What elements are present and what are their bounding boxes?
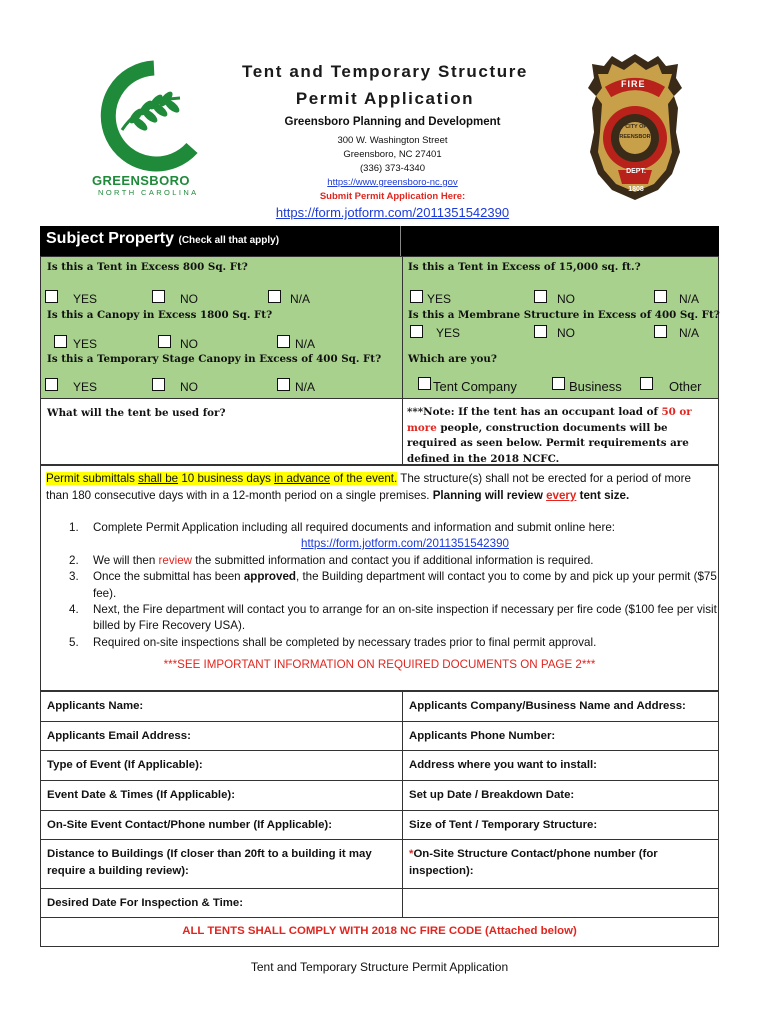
business-label: Business bbox=[569, 379, 622, 394]
canopy-yes-checkbox[interactable] bbox=[54, 335, 67, 348]
membrane-no-checkbox[interactable] bbox=[534, 325, 547, 338]
stage-no-checkbox[interactable] bbox=[152, 378, 165, 391]
page-footer: Tent and Temporary Structure Permit Application bbox=[250, 960, 509, 974]
greensboro-leaf-emblem bbox=[92, 60, 202, 185]
canopy-na-checkbox[interactable] bbox=[277, 335, 290, 348]
setup-dates-field[interactable]: Set up Date / Breakdown Date: bbox=[409, 789, 575, 801]
address-street: 300 W. Washington Street bbox=[337, 135, 448, 146]
logo-state: NORTH CAROLINA bbox=[98, 188, 199, 197]
subject-property-header bbox=[40, 226, 719, 256]
table-row bbox=[41, 917, 718, 946]
step-1: 1. Complete Permit Application including all required documents and information and submit online here: https://form.jotform.com/2011351542390 bbox=[69, 521, 616, 551]
membrane-yes-checkbox[interactable] bbox=[410, 325, 423, 338]
table-row bbox=[41, 839, 718, 888]
stage-yes-checkbox[interactable] bbox=[45, 378, 58, 391]
phone-field[interactable]: Applicants Phone Number: bbox=[409, 730, 556, 742]
membrane-no-label: NO bbox=[557, 326, 575, 340]
address-city: Greensboro, NC 27401 bbox=[343, 149, 442, 160]
tent15000-na-label: N/A bbox=[679, 292, 700, 306]
tent800-na-checkbox[interactable] bbox=[268, 290, 281, 303]
question-canopy: Is this a Canopy in Excess 1800 Sq. Ft? bbox=[47, 309, 273, 321]
form-link[interactable]: https://form.jotform.com/2011351542390 bbox=[275, 205, 510, 220]
tent800-yes-checkbox[interactable] bbox=[45, 290, 58, 303]
step-4: 4. Next, the Fire department will contact you to arrange for an on-site inspection if necessary per fire code ($100 fee per visit billed by Fire Recovery USA). bbox=[69, 603, 717, 633]
question-used-for: What will the tent be used for? bbox=[47, 407, 226, 419]
question-which: Which are you? bbox=[408, 353, 497, 365]
canopy-no-checkbox[interactable] bbox=[158, 335, 171, 348]
fire-code-notice: ALL TENTS SHALL COMPLY WITH 2018 NC FIRE CODE (Attached below) bbox=[182, 925, 577, 937]
question-tent-15000: Is this a Tent in Excess of 15,000 sq. ft.? bbox=[408, 261, 641, 273]
instructions-box bbox=[40, 465, 719, 691]
stage-no-label: NO bbox=[180, 380, 198, 394]
tent15000-no-label: NO bbox=[557, 292, 575, 306]
distance-field[interactable]: Distance to Buildings (If closer than 20ft to a building it may require a building review): bbox=[47, 848, 372, 877]
tent15000-yes-label: YES bbox=[427, 292, 452, 306]
step-2: 2. We will then review the submitted information and contact you if additional information is required. bbox=[69, 553, 594, 567]
tent15000-no-checkbox[interactable] bbox=[534, 290, 547, 303]
stage-na-checkbox[interactable] bbox=[277, 378, 290, 391]
website-link[interactable]: https://www.greensboro-nc.gov bbox=[327, 177, 458, 188]
event-dates-field[interactable]: Event Date & Times (If Applicable): bbox=[47, 789, 235, 801]
table-row bbox=[41, 721, 718, 750]
occupant-load-note: ***Note: If the tent has an occupant load of 50 or more people, construction documents will be required as seen below. Permit requirements are defined in the 2018 NCFC. bbox=[407, 406, 692, 465]
other-label: Other bbox=[669, 379, 702, 394]
subject-heading-note: (Check all that apply) bbox=[178, 235, 280, 246]
applicant-name-field[interactable]: Applicants Name: bbox=[47, 700, 144, 712]
tent800-no-label: NO bbox=[180, 292, 198, 306]
membrane-na-checkbox[interactable] bbox=[654, 325, 667, 338]
submit-label: Submit Permit Application Here: bbox=[319, 191, 466, 202]
question-stage: Is this a Temporary Stage Canopy in Excess of 400 Sq. Ft? bbox=[47, 353, 382, 365]
email-field[interactable]: Applicants Email Address: bbox=[47, 730, 191, 742]
tent800-na-label: N/A bbox=[290, 292, 311, 306]
tent-company-checkbox[interactable] bbox=[418, 377, 431, 390]
applicant-fields-table bbox=[40, 691, 719, 947]
table-row bbox=[41, 780, 718, 810]
business-checkbox[interactable] bbox=[552, 377, 565, 390]
table-row bbox=[41, 691, 718, 721]
question-tent-800: Is this a Tent in Excess 800 Sq. Ft? bbox=[47, 261, 248, 273]
tent800-yes-label: YES bbox=[73, 292, 98, 306]
table-row bbox=[41, 750, 718, 780]
tent-size-field[interactable]: Size of Tent / Temporary Structure: bbox=[409, 819, 598, 831]
step-3: 3. Once the submittal has been approved, the Building department will contact you to come by and pick up your permit ($75 fee). bbox=[69, 570, 717, 600]
department-name: Greensboro Planning and Development bbox=[284, 116, 501, 128]
badge-fire-text: FIRE bbox=[621, 79, 646, 89]
logo-name: GREENSBORO bbox=[92, 173, 190, 188]
step-5: 5. Required on-site inspections shall be completed by necessary trades prior to final permit approval. bbox=[69, 635, 597, 649]
other-checkbox[interactable] bbox=[640, 377, 653, 390]
important-notice: ***SEE IMPORTANT INFORMATION ON REQUIRED DOCUMENTS ON PAGE 2*** bbox=[163, 658, 596, 671]
tent800-no-checkbox[interactable] bbox=[152, 290, 165, 303]
tent15000-yes-checkbox[interactable] bbox=[410, 290, 423, 303]
step-form-link[interactable]: https://form.jotform.com/2011351542390 bbox=[301, 537, 509, 551]
badge-name-text: GREENSBORO bbox=[615, 134, 655, 140]
badge-year-text: 1808 bbox=[628, 186, 644, 193]
canopy-no-label: NO bbox=[180, 337, 198, 351]
stage-na-label: N/A bbox=[295, 380, 316, 394]
table-row bbox=[41, 888, 718, 917]
subject-heading: Subject Property bbox=[46, 230, 175, 247]
department-phone: (336) 373-4340 bbox=[360, 163, 425, 174]
page-title-line2: Permit Application bbox=[295, 89, 475, 108]
structure-contact-field[interactable]: *On-Site Structure Contact/phone number (for inspection): bbox=[409, 848, 658, 877]
canopy-na-label: N/A bbox=[295, 337, 316, 351]
badge-city-text: CITY OF bbox=[625, 124, 647, 130]
tent-company-label: Tent Company bbox=[433, 379, 517, 394]
tent-use-row bbox=[40, 399, 719, 465]
submittal-paragraph: Permit submittals shall be 10 business days in advance of the event. The structure(s) shall not be erected for a period of more than 180 consecutive days with in a 12-month period on a single premises. Planning will review every tent size. bbox=[46, 472, 691, 502]
page-title-line1: Tent and Temporary Structure bbox=[242, 62, 528, 81]
subject-property-questions bbox=[40, 256, 719, 399]
onsite-contact-field[interactable]: On-Site Event Contact/Phone number (If Applicable): bbox=[47, 819, 332, 831]
stage-yes-label: YES bbox=[73, 380, 98, 394]
fire-department-badge bbox=[588, 52, 683, 202]
greensboro-logo bbox=[92, 60, 202, 200]
membrane-yes-label: YES bbox=[436, 326, 461, 340]
company-field[interactable]: Applicants Company/Business Name and Address: bbox=[409, 700, 686, 712]
tent15000-na-checkbox[interactable] bbox=[654, 290, 667, 303]
install-address-field[interactable]: Address where you want to install: bbox=[409, 759, 597, 771]
canopy-yes-label: YES bbox=[73, 337, 98, 351]
table-row bbox=[41, 810, 718, 839]
steps-list bbox=[67, 520, 717, 651]
badge-dept-text: DEPT. bbox=[626, 168, 646, 175]
inspection-date-field[interactable]: Desired Date For Inspection & Time: bbox=[47, 897, 244, 909]
event-type-field[interactable]: Type of Event (If Applicable): bbox=[47, 759, 203, 771]
membrane-na-label: N/A bbox=[679, 326, 700, 340]
question-membrane: Is this a Membrane Structure in Excess of 400 Sq. Ft? bbox=[408, 309, 720, 321]
